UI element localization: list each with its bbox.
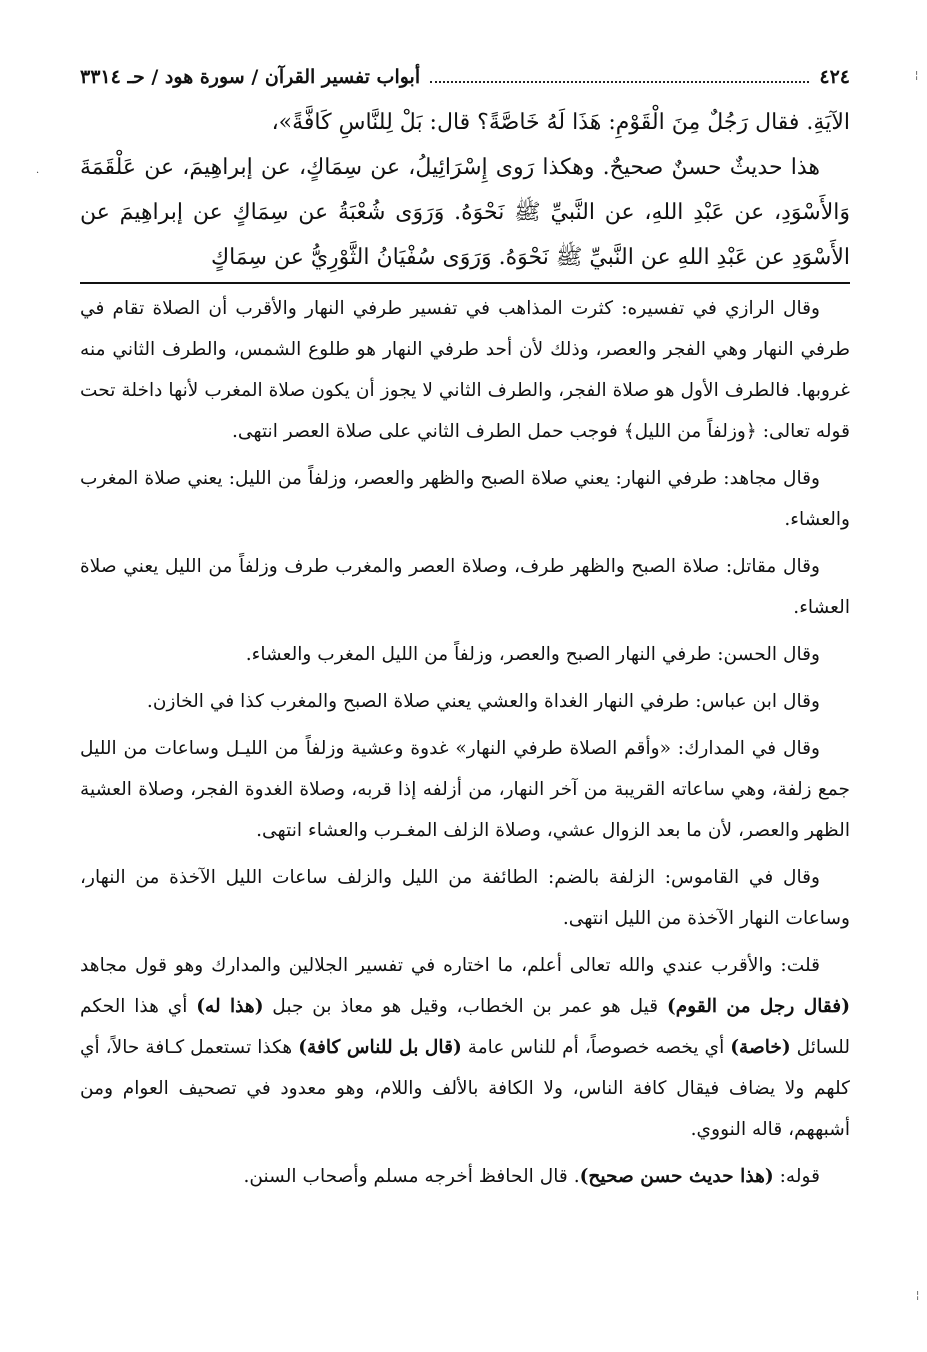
text-run: هكذا تستعمل كـافة حالاً، أي كلهم ولا يضاف فيقال كافة الناس، ولا الكافة بالألف واللام، وهو معدود في تصحيف العوام ومن أشبههم، قاله النووي. [80, 1037, 850, 1140]
book-page [80, 60, 850, 1203]
commentary-paragraph: وقال ابن عباس: طرفي النهار الغداة والعشي يعني صلاة الصبح والمغرب كذا في الخازن. [146, 691, 820, 712]
commentary-paragraph: وقال في المدارك: «وأقم الصلاة طرفي النهار» غدوة وعشية وزلفاً من الليـل وساعات من الليل جمع زلفة، وهي ساعاته القريبة من آخر النهار، من أزلفه إذا قربه، وصلاة الغدوة الفجر، وصلاة العشية الظهر والعصر، لأن ما بعد الزوال عشي، وصلاة الزلف المغـرب والعشاء انتهى. [80, 738, 850, 841]
commentary-paragraph: وقال الرازي في تفسيره: كثرت المذاهب في تفسير طرفي النهار والأقرب أن الصلاة تقام في طرفي النهار وهي الفجر والعصر، وذلك لأن أحد طرفي النهار هو طلوع الشمس، والطرف الثاني منه غروبها. فالطرف الأول هو صلاة الفجر، والطرف الثاني لا يجوز أن يكون صلاة المغرب لأنها داخلة تحت قوله تعالى: ﴿وزلفاً من الليل﴾ فوجب حمل الطرف الثاني على صلاة العصر انتهى. [80, 298, 850, 442]
quoted-phrase: (خاصة) [730, 1037, 791, 1058]
main-line: الآيَةِ. فقال رَجُلٌ مِنَ الْقَوْمِ: هَذَا لَهُ خَاصَّةً؟ قال: بَلْ لِلنَّاسِ كَافَّةً»، [271, 110, 850, 135]
running-title: أبواب تفسير القرآن / سورة هود / حـ ٣٣١٤ [80, 66, 421, 88]
quoted-phrase: (هذا حديث حسن صحيح) [579, 1166, 774, 1187]
text-run: . قال الحافظ أخرجه مسلم وأصحاب السنن. [243, 1166, 580, 1187]
commentary-paragraph [80, 945, 850, 1150]
running-head [80, 60, 850, 94]
quoted-phrase: (قال بل للناس كافة) [298, 1037, 462, 1058]
commentary [80, 288, 850, 1197]
quoted-phrase: (فقال رجل من القوم) [666, 996, 850, 1017]
margin-mark: · [36, 168, 40, 179]
commentary-paragraph: وقال في القاموس: الزلفة بالضم: الطائفة من الليل والزلف ساعات الليل الآخذة من النهار، وساعات النهار الآخذة من الليل انتهى. [80, 867, 850, 929]
main-paragraph: هذا حديثٌ حسنٌ صحيحٌ. وهكذا رَوى إِسْرَائِيلُ، عن سِمَاكٍ، عن إبراهِيمَ، عن عَلْقَمَةَ وَالأَسْوَدِ، عن عَبْدِ اللهِ، عن النَّبيِّ ﷺ نَحْوَهُ. وَرَوَى شُعْبَةُ عن سِمَاكٍ عن إبراهِيمَ عن الأَسْوَدِ عن عَبْدِ اللهِ عن النَّبيِّ ﷺ نَحْوَهُ. وَرَوَى سُفْيَانُ الثَّوْرِيُّ عن سِمَاكٍ [80, 155, 850, 270]
footnote-divider [80, 282, 850, 284]
text-run: أي هذا الحكم للسائل [80, 996, 850, 1058]
leader-dots [430, 61, 809, 83]
margin-mark: ¦ [915, 70, 919, 81]
margin-mark: ¦ [916, 1290, 920, 1301]
text-run: قيل هو عمر بن الخطاب، وقيل هو معاذ بن جبل [263, 996, 667, 1017]
commentary-paragraph: وقال الحسن: طرفي النهار الصبح والعصر، وزلفاً من الليل المغرب والعشاء. [245, 644, 820, 665]
text-run: قلت: والأقرب عندي والله تعالى أعلم، ما اختاره في تفسير الجلالين والمدارك وهو قول مجاهد [80, 955, 820, 976]
commentary-paragraph: وقال مجاهد: طرفي النهار: يعني صلاة الصبح والظهر والعصر، وزلفاً من الليل: يعني صلاة المغرب والعشاء. [80, 468, 850, 530]
text-run: أي يخصه خصوصاً، أم للناس عامة [461, 1037, 731, 1058]
commentary-paragraph: وقال مقاتل: صلاة الصبح والظهر طرف، وصلاة العصر والمغرب طرف وزلفاً من الليل يعني صلاة العشاء. [80, 556, 850, 618]
text-run: قوله: [773, 1166, 820, 1187]
quoted-phrase: (هذا له) [196, 996, 264, 1017]
main-text [80, 100, 850, 280]
commentary-paragraph [80, 1156, 850, 1197]
page-number: ٤٢٤ [819, 66, 850, 88]
